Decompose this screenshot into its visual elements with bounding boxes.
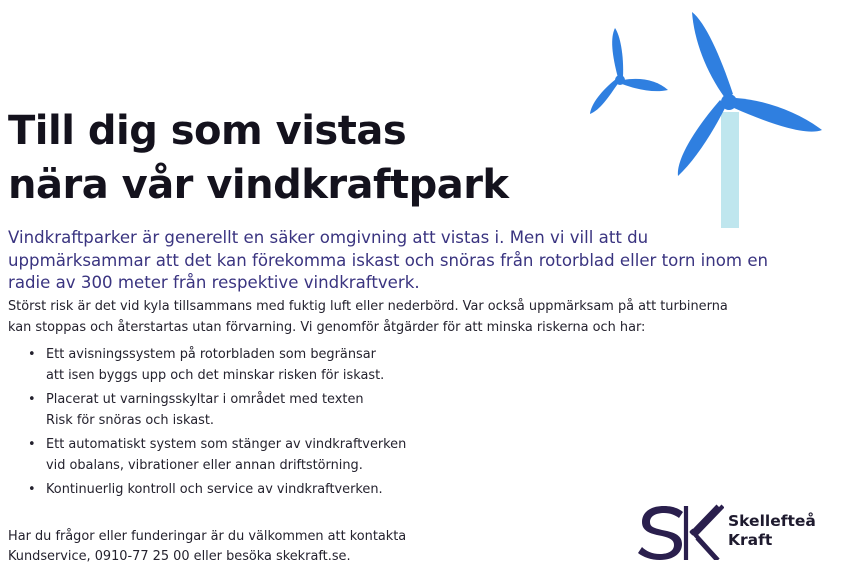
para-line-2: kan stoppas och återstartas utan förvarning. Vi genomför åtgärder för att minska riskerna och har: xyxy=(8,320,646,335)
turbine-large xyxy=(678,12,822,176)
bullet-symbol: • xyxy=(28,437,36,452)
contact-text xyxy=(8,527,608,567)
lead-line-2: uppmärksammar att det kan förekomma iskast och snöras från rotorblad eller torn inom en xyxy=(8,250,769,270)
list-item xyxy=(28,389,628,431)
skelleftea-kraft-logo-icon xyxy=(634,500,724,560)
risk-paragraph xyxy=(8,296,843,338)
lead-paragraph xyxy=(8,227,843,295)
headline-line-1: Till dig som vistas xyxy=(8,108,407,154)
list-item xyxy=(28,479,628,500)
turbine-small xyxy=(590,28,668,114)
measures-list xyxy=(28,344,628,503)
headline xyxy=(8,104,568,212)
logo-line-2: Kraft xyxy=(728,531,773,549)
headline-line-2: nära vår vindkraftpark xyxy=(8,162,509,208)
list-item-line-1: Kontinuerlig kontroll och service av vindkraftverken. xyxy=(46,482,383,497)
list-item xyxy=(28,344,628,386)
company-logo xyxy=(634,500,844,560)
turbine-tower xyxy=(721,112,739,228)
bullet-symbol: • xyxy=(28,347,36,362)
list-item-line-2: att isen byggs upp och det minskar risken för iskast. xyxy=(46,368,385,383)
list-item-line-2: Risk för snöras och iskast. xyxy=(46,413,214,428)
contact-line-2: Kundservice, 0910-77 25 00 eller besöka skekraft.se. xyxy=(8,549,351,564)
lead-line-3: radie av 300 meter från respektive vindkraftverk. xyxy=(8,273,420,292)
bullet-symbol: • xyxy=(28,482,36,497)
list-item-line-2: vid obalans, vibrationer eller annan driftstörning. xyxy=(46,458,363,473)
list-item-line-1: Placerat ut varningsskyltar i området med texten xyxy=(46,392,364,407)
logo-wordmark xyxy=(728,512,816,550)
lead-line-1: Vindkraftparker är generellt en säker omgivning att vistas i. Men vi vill att du xyxy=(8,228,649,247)
list-item-line-1: Ett automatiskt system som stänger av vindkraftverken xyxy=(46,437,407,452)
contact-line-1: Har du frågor eller funderingar är du välkommen att kontakta xyxy=(8,529,407,544)
para-line-1: Störst risk är det vid kyla tillsammans med fuktig luft eller nederbörd. Var också uppmärksam på att turbinerna xyxy=(8,299,728,314)
bullet-symbol: • xyxy=(28,392,36,407)
list-item-line-1: Ett avisningssystem på rotorbladen som begränsar xyxy=(46,347,376,362)
list-item xyxy=(28,434,628,476)
logo-line-1: Skellefteå xyxy=(728,512,816,530)
wind-turbine-icon xyxy=(560,0,850,230)
